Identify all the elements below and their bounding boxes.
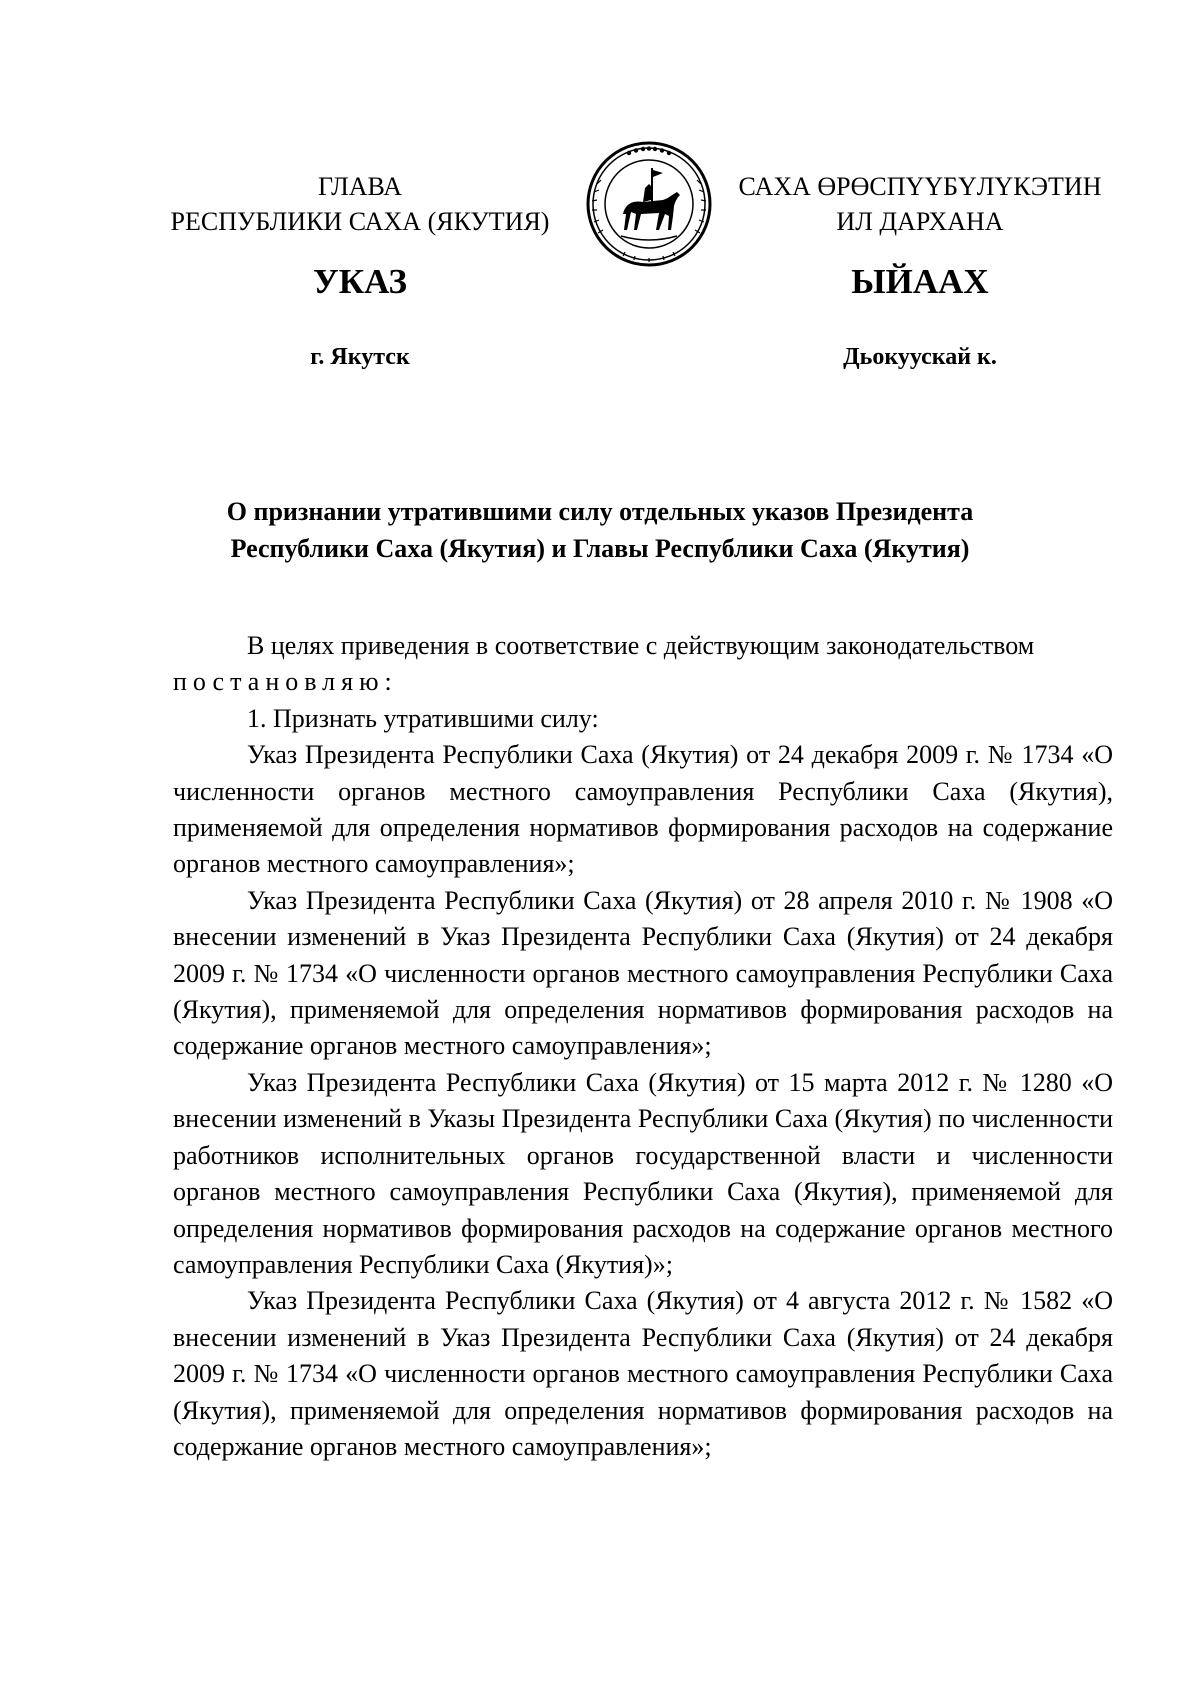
document-body: [173, 628, 1113, 1465]
title-line1: О признании утратившими силу отдельных указов Президента: [226, 497, 974, 526]
header-left: [140, 169, 580, 239]
header-left-line1: ГЛАВА: [318, 172, 402, 201]
city-sakha: Дьокуускай к.: [843, 344, 997, 370]
decree-word: постановляю:: [173, 667, 398, 697]
document-title: [140, 493, 1060, 567]
city-ru: г. Якутск: [310, 344, 410, 370]
decree-item: Указ Президента Республики Саха (Якутия) от 15 марта 2012 г. № 1280 «О внесении изменений в Указы Президента Республики Саха (Якутия) по численности работников исполнительных органов государственной власти и численности органов местного самоуправления Республики Саха (Якутия), применяемой для определения нормативов формирования расходов на содержание органов местного самоуправления Республики Саха (Якутия)»;: [173, 1067, 1113, 1279]
item-1: 1. Признать утратившими силу:: [247, 703, 599, 733]
header-left-line2: РЕСПУБЛИКИ САХА (ЯКУТИЯ): [170, 207, 550, 236]
decree-item: Указ Президента Республики Саха (Якутия) от 28 апреля 2010 г. № 1908 «О внесении изменений в Указ Президента Республики Саха (Якутия) от 24 декабря 2009 г. № 1734 «О численности органов местного самоуправления Республики Саха (Якутия), применяемой для определения нормативов формирования расходов на содержание органов местного самоуправления»;: [173, 885, 1113, 1061]
doc-type-sakha: ЫЙААХ: [851, 262, 989, 301]
decree-item: Указ Президента Республики Саха (Якутия) от 4 августа 2012 г. № 1582 «О внесении изменений в Указ Президента Республики Саха (Якутия) от 24 декабря 2009 г. № 1734 «О численности органов местного самоуправления Республики Саха (Якутия), применяемой для определения нормативов формирования расходов на содержание органов местного самоуправления»;: [173, 1286, 1113, 1461]
doc-type-ru: УКАЗ: [313, 262, 407, 301]
header-right-line2: ИЛ ДАРХАНА: [836, 207, 1004, 236]
header-right-line1: САХА ӨРӨСПҮҮБҮЛҮКЭТИН: [738, 172, 1102, 201]
decree-item: Указ Президента Республики Саха (Якутия) от 24 декабря 2009 г. № 1734 «О численности органов местного самоуправления Республики Саха (Якутия), применяемой для определения нормативов формирования расходов на содержание органов местного самоуправления»;: [173, 740, 1113, 879]
title-line2: Республики Саха (Якутия) и Главы Республики Саха (Якутия): [230, 534, 970, 563]
header-right: [720, 169, 1120, 239]
intro-paragraph: В целях приведения в соответствие с действующим законодательством: [247, 631, 1035, 660]
sakha-republic-emblem-icon: [585, 140, 713, 268]
